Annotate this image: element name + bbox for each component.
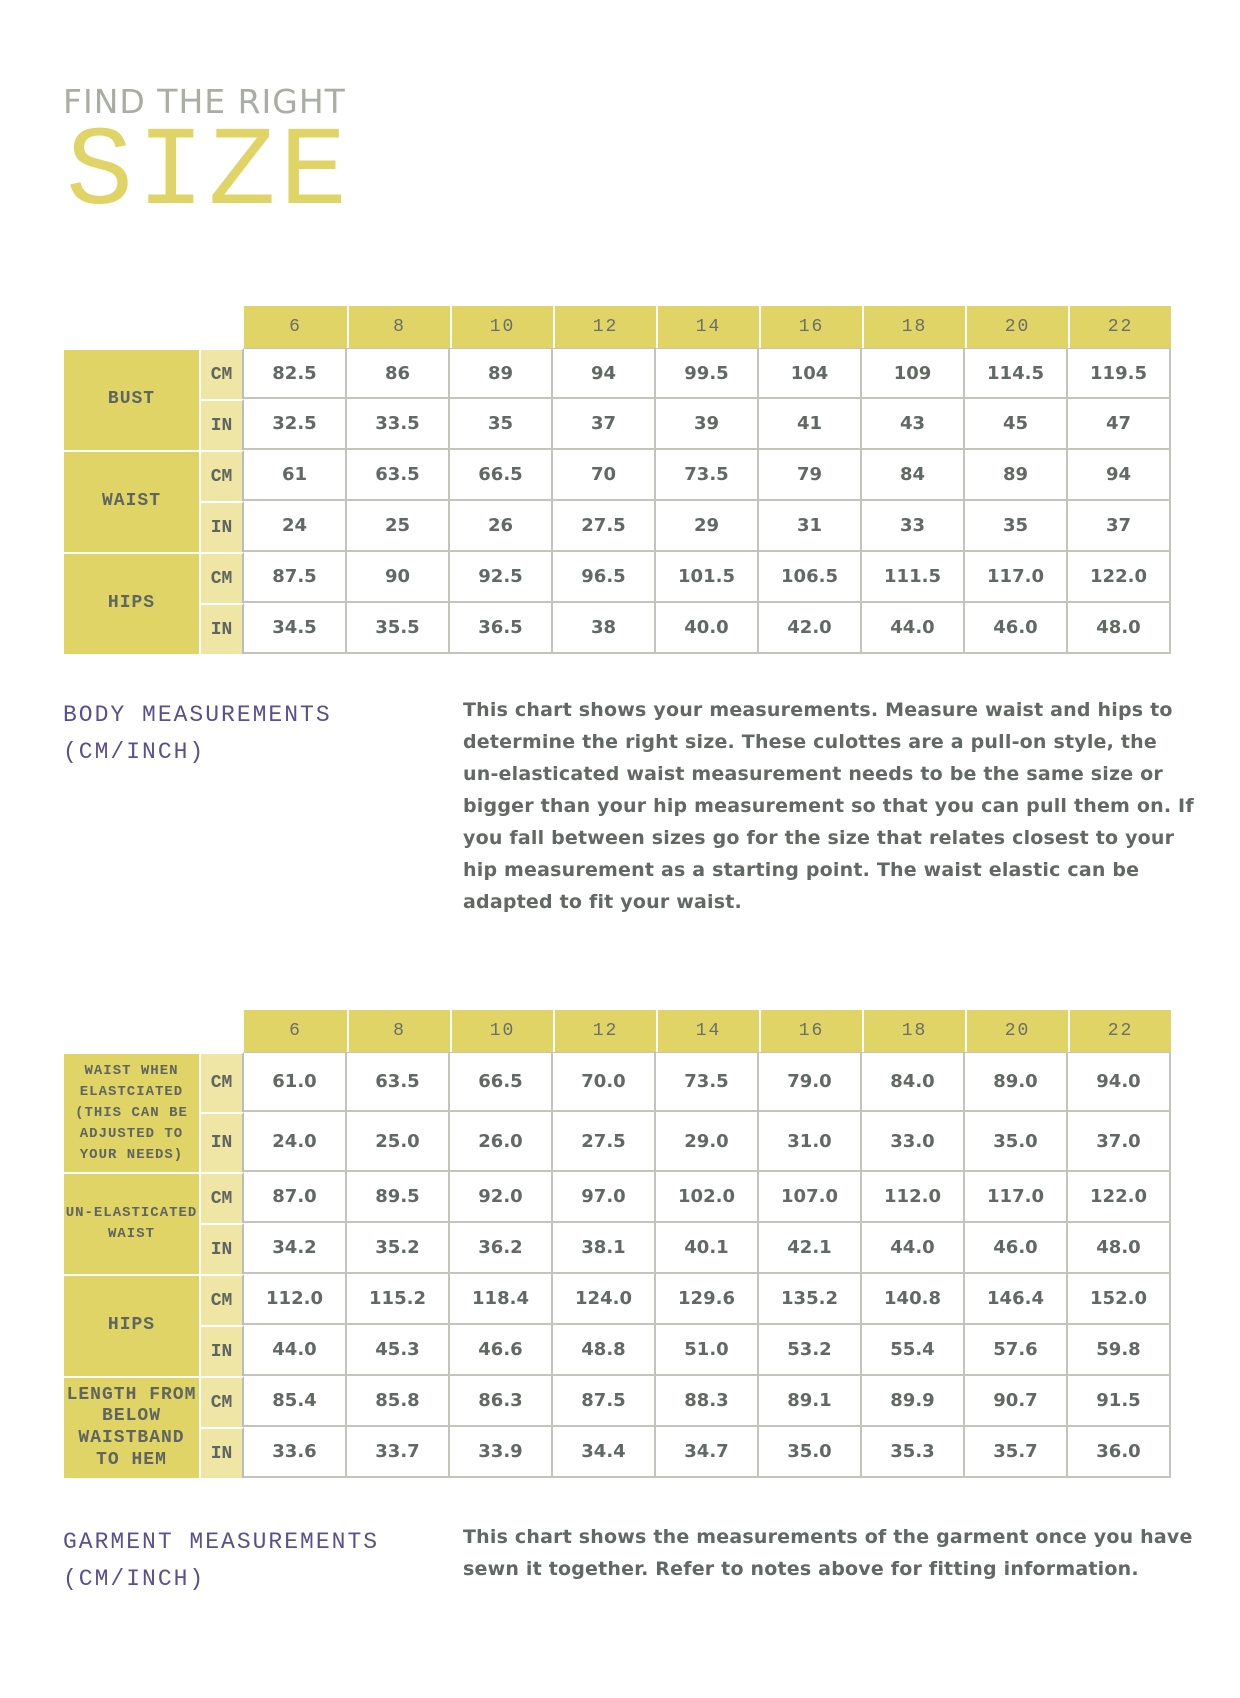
measurement-value: 38.1 (553, 1223, 656, 1274)
measurement-value: 94 (553, 348, 656, 399)
body-measurements-heading (63, 697, 332, 771)
measurement-value: 35 (450, 399, 553, 450)
size-header-16: 16 (759, 306, 862, 348)
size-header-8: 8 (347, 1010, 450, 1052)
table-row (64, 1376, 1171, 1427)
measurement-value: 102.0 (656, 1172, 759, 1223)
measurement-value: 40.1 (656, 1223, 759, 1274)
body-measurements-table (64, 306, 1171, 654)
measurement-value: 42.0 (759, 603, 862, 654)
table-corner (64, 306, 244, 348)
size-header-12: 12 (553, 1010, 656, 1052)
unit-label: CM (201, 348, 244, 399)
measurement-value: 115.2 (347, 1274, 450, 1325)
size-header-18: 18 (862, 1010, 965, 1052)
measurement-value: 107.0 (759, 1172, 862, 1223)
measurement-value: 85.8 (347, 1376, 450, 1427)
measurement-value: 34.2 (244, 1223, 347, 1274)
measurement-value: 111.5 (862, 552, 965, 603)
measurement-value: 44.0 (244, 1325, 347, 1376)
measurement-label: WAIST WHEN ELASTCIATED (THIS CAN BE ADJUSTED TO YOUR NEEDS) (64, 1052, 201, 1172)
measurement-value: 119.5 (1068, 348, 1171, 399)
size-header-8: 8 (347, 306, 450, 348)
measurement-value: 94.0 (1068, 1052, 1171, 1112)
measurement-value: 70 (553, 450, 656, 501)
measurement-value: 89.5 (347, 1172, 450, 1223)
measurement-value: 33.5 (347, 399, 450, 450)
measurement-value: 31 (759, 501, 862, 552)
measurement-value: 35.7 (965, 1427, 1068, 1478)
measurement-value: 99.5 (656, 348, 759, 399)
table-row (64, 1223, 1171, 1274)
measurement-value: 104 (759, 348, 862, 399)
measurement-value: 47 (1068, 399, 1171, 450)
measurement-value: 61 (244, 450, 347, 501)
measurement-value: 29.0 (656, 1112, 759, 1172)
measurement-value: 87.5 (244, 552, 347, 603)
table-row (64, 399, 1171, 450)
measurement-label: HIPS (64, 1274, 201, 1376)
measurement-value: 53.2 (759, 1325, 862, 1376)
measurement-value: 35 (965, 501, 1068, 552)
measurement-value: 45 (965, 399, 1068, 450)
measurement-value: 46.0 (965, 1223, 1068, 1274)
garment-measurements-table (64, 1010, 1171, 1478)
measurement-value: 152.0 (1068, 1274, 1171, 1325)
unit-label: IN (201, 1223, 244, 1274)
section-title-line: BODY MEASUREMENTS (63, 702, 332, 728)
measurement-value: 109 (862, 348, 965, 399)
measurement-value: 135.2 (759, 1274, 862, 1325)
measurement-value: 44.0 (862, 603, 965, 654)
measurement-value: 66.5 (450, 1052, 553, 1112)
measurement-value: 48.0 (1068, 603, 1171, 654)
measurement-value: 90 (347, 552, 450, 603)
measurement-value: 33.6 (244, 1427, 347, 1478)
measurement-value: 33.9 (450, 1427, 553, 1478)
measurement-value: 86 (347, 348, 450, 399)
table-row (64, 1172, 1171, 1223)
measurement-value: 33.7 (347, 1427, 450, 1478)
measurement-value: 89.9 (862, 1376, 965, 1427)
unit-label: CM (201, 450, 244, 501)
measurement-value: 89 (450, 348, 553, 399)
measurement-value: 35.5 (347, 603, 450, 654)
garment-measurements-description: This chart shows the measurements of the garment once you have sewn it together. Refer to notes above for fitting information. (463, 1526, 1193, 1580)
measurement-value: 84.0 (862, 1052, 965, 1112)
measurement-value: 146.4 (965, 1274, 1068, 1325)
measurement-value: 55.4 (862, 1325, 965, 1376)
measurement-value: 89 (965, 450, 1068, 501)
page-kicker: FIND THE RIGHT (63, 82, 346, 121)
unit-label: CM (201, 1376, 244, 1427)
size-header-12: 12 (553, 306, 656, 348)
measurement-value: 57.6 (965, 1325, 1068, 1376)
measurement-value: 59.8 (1068, 1325, 1171, 1376)
measurement-label: LENGTH FROM BELOW WAISTBAND TO HEM (64, 1376, 201, 1478)
measurement-value: 38 (553, 603, 656, 654)
measurement-value: 33 (862, 501, 965, 552)
size-header-16: 16 (759, 1010, 862, 1052)
measurement-value: 94 (1068, 450, 1171, 501)
measurement-value: 63.5 (347, 1052, 450, 1112)
measurement-value: 35.3 (862, 1427, 965, 1478)
measurement-value: 25 (347, 501, 450, 552)
measurement-label: HIPS (64, 552, 201, 654)
measurement-value: 33.0 (862, 1112, 965, 1172)
measurement-value: 86.3 (450, 1376, 553, 1427)
unit-label: IN (201, 1427, 244, 1478)
measurement-value: 90.7 (965, 1376, 1068, 1427)
table-row (64, 552, 1171, 603)
measurement-value: 79.0 (759, 1052, 862, 1112)
measurement-value: 24.0 (244, 1112, 347, 1172)
measurement-value: 122.0 (1068, 1172, 1171, 1223)
measurement-value: 112.0 (862, 1172, 965, 1223)
measurement-value: 26 (450, 501, 553, 552)
section-title-unit: (CM/INCH) (63, 739, 206, 765)
measurement-value: 37 (1068, 501, 1171, 552)
measurement-value: 35.2 (347, 1223, 450, 1274)
table-row (64, 1274, 1171, 1325)
measurement-value: 40.0 (656, 603, 759, 654)
measurement-value: 37 (553, 399, 656, 450)
unit-label: IN (201, 1325, 244, 1376)
table-row (64, 1325, 1171, 1376)
measurement-value: 34.7 (656, 1427, 759, 1478)
section-title-unit: (CM/INCH) (63, 1566, 206, 1592)
measurement-value: 26.0 (450, 1112, 553, 1172)
measurement-value: 112.0 (244, 1274, 347, 1325)
measurement-value: 35.0 (965, 1112, 1068, 1172)
measurement-value: 46.6 (450, 1325, 553, 1376)
measurement-value: 24 (244, 501, 347, 552)
measurement-value: 44.0 (862, 1223, 965, 1274)
measurement-value: 36.5 (450, 603, 553, 654)
measurement-value: 101.5 (656, 552, 759, 603)
size-header-14: 14 (656, 306, 759, 348)
size-header-10: 10 (450, 306, 553, 348)
unit-label: IN (201, 501, 244, 552)
measurement-value: 114.5 (965, 348, 1068, 399)
measurement-value: 91.5 (1068, 1376, 1171, 1427)
measurement-value: 89.0 (965, 1052, 1068, 1112)
measurement-value: 25.0 (347, 1112, 450, 1172)
measurement-value: 106.5 (759, 552, 862, 603)
measurement-value: 92.0 (450, 1172, 553, 1223)
measurement-value: 36.2 (450, 1223, 553, 1274)
measurement-value: 122.0 (1068, 552, 1171, 603)
garment-measurements-heading (63, 1524, 379, 1598)
measurement-value: 124.0 (553, 1274, 656, 1325)
size-header-10: 10 (450, 1010, 553, 1052)
measurement-value: 96.5 (553, 552, 656, 603)
measurement-value: 31.0 (759, 1112, 862, 1172)
measurement-value: 61.0 (244, 1052, 347, 1112)
table-corner (64, 1010, 244, 1052)
measurement-value: 85.4 (244, 1376, 347, 1427)
table-row (64, 603, 1171, 654)
measurement-value: 32.5 (244, 399, 347, 450)
measurement-value: 117.0 (965, 552, 1068, 603)
table-row (64, 450, 1171, 501)
measurement-value: 45.3 (347, 1325, 450, 1376)
section-title-line: GARMENT MEASUREMENTS (63, 1529, 380, 1555)
measurement-value: 42.1 (759, 1223, 862, 1274)
measurement-value: 37.0 (1068, 1112, 1171, 1172)
size-header-20: 20 (965, 306, 1068, 348)
body-measurements-description: This chart shows your measurements. Measure waist and hips to determine the right size. These culottes are a pull-on style, the un-elasticated waist measurement needs to be the same size or bigger than your hip measurement so that you can pull them on. If you fall between sizes go for the size that relates closest to your hip measurement as a starting point. The waist elastic can be adapted to fit your waist. (463, 699, 1194, 913)
measurement-value: 36.0 (1068, 1427, 1171, 1478)
unit-label: CM (201, 1052, 244, 1112)
table-row (64, 501, 1171, 552)
unit-label: IN (201, 603, 244, 654)
size-header-6: 6 (244, 1010, 347, 1052)
size-header-row (64, 1010, 1171, 1052)
size-header-row (64, 306, 1171, 348)
table-row (64, 1112, 1171, 1172)
measurement-value: 27.5 (553, 501, 656, 552)
measurement-label: UN-ELASTICATED WAIST (64, 1172, 201, 1274)
unit-label: CM (201, 1172, 244, 1223)
measurement-value: 140.8 (862, 1274, 965, 1325)
unit-label: IN (201, 1112, 244, 1172)
measurement-value: 87.0 (244, 1172, 347, 1223)
measurement-value: 118.4 (450, 1274, 553, 1325)
table-row (64, 1052, 1171, 1112)
measurement-value: 66.5 (450, 450, 553, 501)
measurement-value: 63.5 (347, 450, 450, 501)
measurement-value: 43 (862, 399, 965, 450)
measurement-value: 35.0 (759, 1427, 862, 1478)
measurement-value: 129.6 (656, 1274, 759, 1325)
unit-label: CM (201, 1274, 244, 1325)
unit-label: IN (201, 399, 244, 450)
measurement-value: 46.0 (965, 603, 1068, 654)
measurement-value: 117.0 (965, 1172, 1068, 1223)
measurement-value: 88.3 (656, 1376, 759, 1427)
measurement-value: 34.4 (553, 1427, 656, 1478)
measurement-value: 73.5 (656, 450, 759, 501)
measurement-value: 51.0 (656, 1325, 759, 1376)
measurement-value: 97.0 (553, 1172, 656, 1223)
measurement-value: 39 (656, 399, 759, 450)
unit-label: CM (201, 552, 244, 603)
measurement-label: WAIST (64, 450, 201, 552)
measurement-label: BUST (64, 348, 201, 450)
measurement-value: 41 (759, 399, 862, 450)
measurement-value: 73.5 (656, 1052, 759, 1112)
size-header-14: 14 (656, 1010, 759, 1052)
measurement-value: 84 (862, 450, 965, 501)
size-header-6: 6 (244, 306, 347, 348)
table-row (64, 1427, 1171, 1478)
measurement-value: 27.5 (553, 1112, 656, 1172)
measurement-value: 48.0 (1068, 1223, 1171, 1274)
measurement-value: 34.5 (244, 603, 347, 654)
size-header-20: 20 (965, 1010, 1068, 1052)
measurement-value: 48.8 (553, 1325, 656, 1376)
measurement-value: 82.5 (244, 348, 347, 399)
measurement-value: 29 (656, 501, 759, 552)
size-header-22: 22 (1068, 1010, 1171, 1052)
measurement-value: 89.1 (759, 1376, 862, 1427)
table-row (64, 348, 1171, 399)
size-header-18: 18 (862, 306, 965, 348)
measurement-value: 87.5 (553, 1376, 656, 1427)
size-header-22: 22 (1068, 306, 1171, 348)
page-title: SIZE (66, 110, 351, 237)
measurement-value: 79 (759, 450, 862, 501)
measurement-value: 70.0 (553, 1052, 656, 1112)
measurement-value: 92.5 (450, 552, 553, 603)
